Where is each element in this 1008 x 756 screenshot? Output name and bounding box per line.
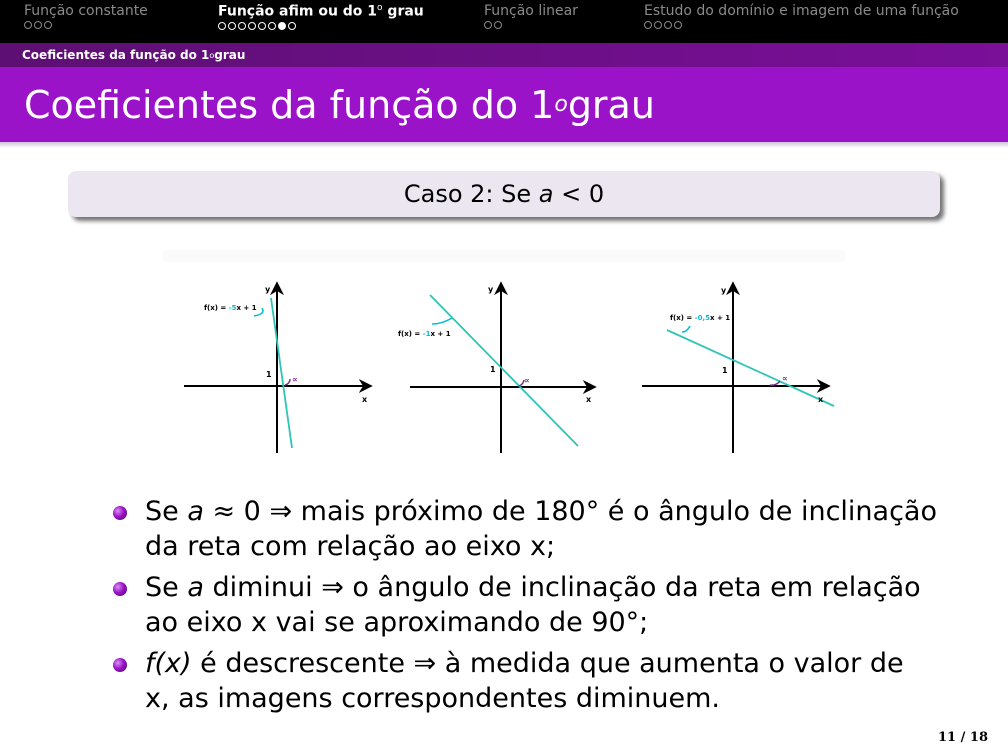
subsection-sup: o — [209, 50, 215, 60]
nav-frame-dot[interactable] — [258, 22, 266, 30]
x-axis-label: x — [362, 395, 368, 404]
nav-frame-dot[interactable] — [44, 21, 52, 29]
graphs-figure — [162, 250, 846, 464]
function-label-prefix: f(x) = — [398, 330, 423, 338]
nav-frame-dot[interactable] — [268, 22, 276, 30]
nav-frame-dot[interactable] — [288, 22, 296, 30]
y-axis-label: y — [488, 285, 494, 294]
nav-section-title: Função linear — [484, 3, 578, 19]
bullet-line: x, as imagens correspondentes diminuem. — [145, 683, 721, 714]
text-run: Se — [145, 572, 188, 603]
bullet-line-start — [145, 494, 937, 529]
nav-frame-dots — [24, 21, 148, 29]
nav-frame-dot[interactable] — [674, 21, 682, 29]
graph-2 — [398, 284, 594, 453]
subsection-end: grau — [214, 48, 246, 62]
function-label — [204, 304, 257, 312]
math-variable: a — [187, 496, 204, 527]
nav-frame-dot[interactable] — [664, 21, 672, 29]
nav-frame-dot[interactable] — [644, 21, 652, 29]
angle-arc — [285, 379, 290, 385]
nav-frame-dot[interactable] — [238, 22, 246, 30]
nav-frame-dot[interactable] — [248, 22, 256, 30]
frame-title-text: Coeficientes da função do 1 — [24, 82, 555, 127]
case-relation: < 0 — [553, 180, 605, 208]
function-label-coef: -5 — [228, 304, 237, 312]
bullet-item — [110, 494, 937, 564]
page-number: 11 / 18 — [938, 730, 988, 745]
graph-3 — [642, 284, 834, 453]
function-label-coef: -1 — [422, 330, 431, 338]
function-label-suffix: x + 1 — [430, 330, 451, 338]
bullet-icon — [113, 658, 127, 672]
y-intercept-label: 1 — [490, 365, 496, 374]
y-intercept-label: 1 — [266, 370, 272, 379]
function-line — [667, 330, 834, 406]
bullet-icon — [113, 506, 127, 520]
nav-section-funcao-afim[interactable] — [218, 3, 424, 30]
x-axis-label: x — [818, 395, 824, 404]
y-axis-label: y — [265, 285, 271, 294]
y-intercept-label: 1 — [722, 366, 728, 375]
nav-frame-dots — [644, 21, 959, 29]
bullet-line — [145, 570, 932, 605]
nav-title-text: Função afim ou do 1 — [218, 3, 378, 20]
angle-symbol: ∝ — [292, 375, 298, 384]
label-pointer-arrow — [682, 326, 690, 332]
text-run: diminui ⇒ o ângulo de inclinação da reta em relação — [203, 572, 921, 603]
figure-top-band — [162, 250, 846, 262]
nav-frame-dot[interactable] — [34, 21, 42, 29]
bullet-line: da reta com relação ao eixo x; — [145, 531, 556, 562]
x-axis-label: x — [586, 395, 592, 404]
frame-title-end: grau — [567, 82, 655, 127]
math-expression: f(x) — [145, 648, 192, 679]
nav-frame-dots — [484, 21, 578, 29]
case-prefix: Caso 2: Se — [403, 180, 539, 208]
bullet-item — [110, 570, 932, 640]
function-line — [271, 298, 292, 448]
nav-frame-dot[interactable] — [228, 22, 236, 30]
bullet-line — [145, 494, 937, 529]
nav-section-title: Função constante — [24, 3, 148, 19]
nav-section-funcao-linear[interactable] — [484, 3, 578, 29]
nav-section-title: Estudo do domínio e imagem de uma função — [644, 3, 959, 19]
math-variable: a — [187, 572, 204, 603]
subsection-text: Coeficientes da função do 1 — [22, 48, 210, 62]
function-label — [398, 330, 451, 338]
bullet-list — [110, 494, 937, 722]
nav-title-sup: o — [377, 3, 383, 13]
nav-section-funcao-constante[interactable] — [24, 3, 148, 29]
function-label-coef: -0,5 — [694, 314, 711, 322]
nav-frame-dot[interactable] — [494, 21, 502, 29]
bullet-line — [145, 646, 932, 681]
function-label-prefix: f(x) = — [670, 314, 695, 322]
bullet-item — [110, 646, 932, 716]
text-run: Se — [145, 496, 188, 527]
function-label — [670, 314, 730, 322]
nav-title-end: grau — [382, 3, 424, 20]
subsection-bar[interactable] — [0, 43, 1008, 67]
section-navigation — [0, 0, 1008, 43]
bullet-line: ao eixo x vai se aproximando de 90°; — [145, 607, 649, 638]
graphs-svg — [162, 250, 846, 460]
frame-title — [0, 67, 1008, 142]
graph-1 — [184, 284, 370, 453]
nav-frame-dot[interactable] — [24, 21, 32, 29]
nav-frame-dot[interactable] — [654, 21, 662, 29]
frame-title-sup: o — [554, 92, 568, 117]
text-run: ≈ 0 ⇒ mais próximo de 180° é o ângulo de inclinação — [203, 496, 937, 527]
angle-symbol: ∝ — [524, 376, 530, 385]
nav-frame-dot[interactable] — [484, 21, 492, 29]
angle-symbol: ∝ — [782, 374, 788, 383]
label-pointer-arrow — [432, 318, 452, 324]
nav-frame-dots — [218, 22, 424, 30]
function-label-prefix: f(x) = — [204, 304, 229, 312]
y-axis-label: y — [721, 286, 727, 295]
nav-frame-dot[interactable] — [218, 22, 226, 30]
case-variable: a — [538, 180, 554, 208]
nav-section-dominio-imagem[interactable] — [644, 3, 959, 29]
function-label-suffix: x + 1 — [236, 304, 257, 312]
case-block — [68, 171, 940, 217]
bullet-icon — [113, 582, 127, 596]
text-run: é descrescente ⇒ à medida que aumenta o valor de — [191, 648, 904, 679]
function-label-suffix: x + 1 — [710, 314, 731, 322]
nav-section-title — [218, 3, 424, 20]
title-shadow — [0, 142, 1008, 148]
function-line — [430, 295, 578, 446]
nav-frame-dot-current[interactable] — [278, 22, 286, 30]
